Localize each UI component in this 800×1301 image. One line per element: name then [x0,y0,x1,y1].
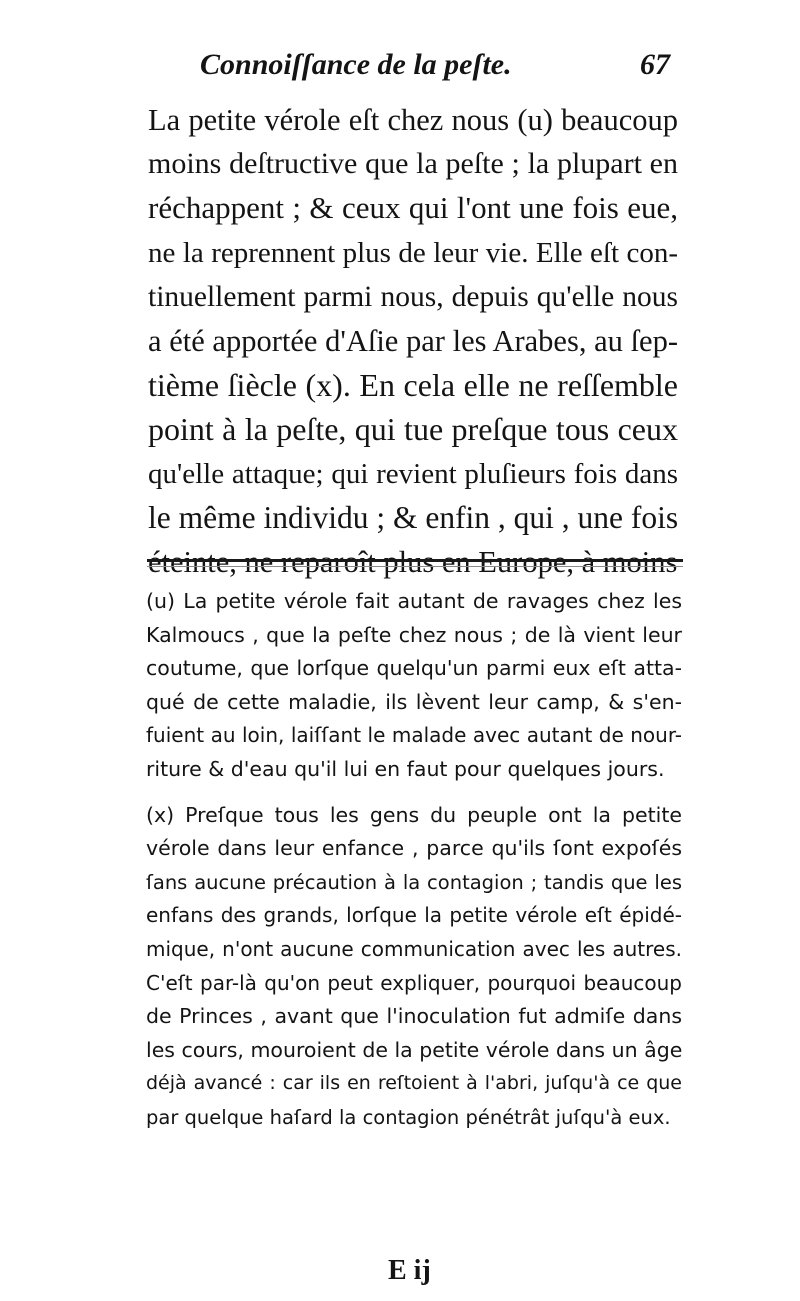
footnote-separator-rule [147,559,683,562]
main-line: tième ſiècle (x). En cela elle ne reſſemble [148,367,678,404]
footnote-line: enfans des grands, lorſque la petite vérole eſt épidé- [146,903,682,928]
main-line: qu'elle attaque; qui revient pluſieurs fois dans [148,457,678,490]
main-line: moins deſtructive que la peſte ; la plupart en [148,147,678,181]
footnote-line: coutume, que lorſque quelqu'un parmi eux eſt atta- [146,656,682,681]
footnote-line: déjà avancé : car ils en reſtoient à l'abri, juſqu'à ce que [146,1072,682,1095]
main-line: tinuellement parmi nous, depuis qu'elle nous [148,280,678,313]
footnote-x [146,799,682,1135]
footnote-separator-thin-rule [147,566,683,567]
main-line: a été apportée d'Aſie par les Arabes, au ſep- [148,324,678,359]
footnote-line: les cours, mouroient de la petite vérole dans un âge [146,1037,683,1062]
main-line: le même individu ; & enfin , qui , une fois [148,499,679,535]
main-line: point à la peſte, qui tue preſque tous ceux [148,411,678,448]
signature-mark: E ij [388,1255,431,1286]
footnote-line: fuient au loin, laiſſant le malade avec autant de nour- [146,723,682,748]
footnote-line: mique, n'ont aucune communication avec les autres. [146,936,682,961]
running-header [200,48,670,92]
footnote-line: (x) Preſque tous les gens du peuple ont la petite [146,802,682,827]
footnote-line: C'eſt par-là qu'on peut expliquer, pourquoi beaucoup [146,970,682,995]
running-title: Connoiſſance de la peſte. [200,48,512,81]
main-text [148,98,678,584]
footnote-line: Kalmoucs , que la peſte chez nous ; de là vient leur [146,622,682,647]
footnotes [146,585,682,1147]
footnote-line: riture & d'eau qu'il lui en faut pour quelques jours. [146,756,665,781]
page-number: 67 [640,48,670,81]
main-line: réchappent ; & ceux qui l'ont une fois eue, [148,190,678,226]
main-line: ne la reprennent plus de leur vie. Elle eſt con- [148,236,678,269]
footnote-u [146,585,682,787]
footnote-line: de Princes , avant que l'inoculation fut admiſe dans [146,1004,682,1029]
main-line: éteinte, ne reparoît plus en Europe, à moins [148,545,678,580]
footnote-line: vérole dans leur enfance , parce qu'ils ſont expoſés [146,836,682,861]
footnote-line: ſans aucune précaution à la contagion ; tandis que les [146,870,682,894]
footnote-line: qué de cette maladie, ils lèvent leur camp, & s'en- [146,689,682,714]
footnote-line: (u) La petite vérole fait autant de ravages chez les [146,589,682,613]
footnote-line: par quelque haſard la contagion pénétrât juſqu'à eux. [146,1105,671,1129]
main-line: La petite vérole eſt chez nous (u) beaucoup [148,103,678,137]
